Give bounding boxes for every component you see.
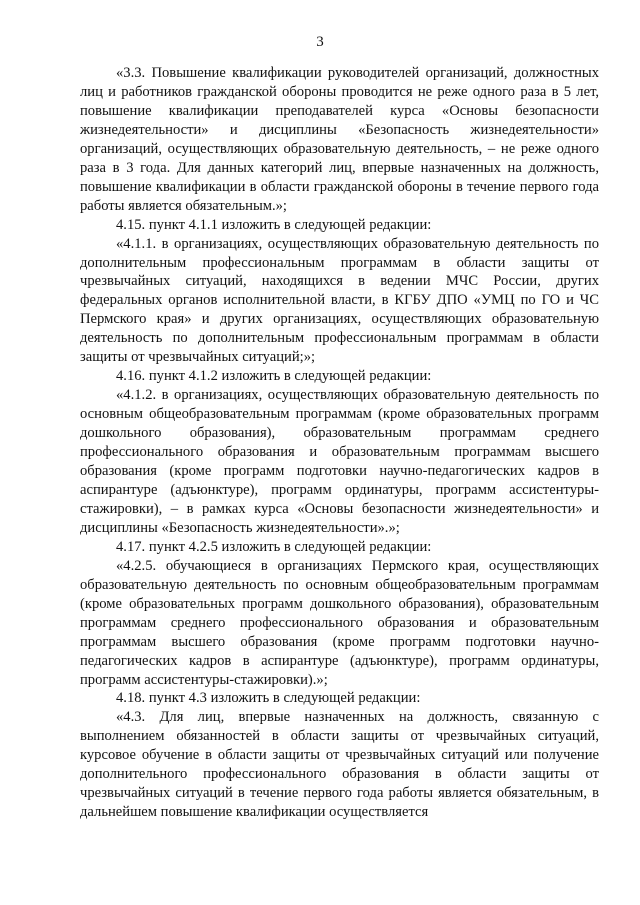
paragraph-4-18: 4.18. пункт 4.3 изложить в следующей редакции: — [116, 690, 421, 707]
document-body — [80, 64, 599, 822]
page-number: 3 — [316, 34, 324, 50]
paragraph-4-15: 4.15. пункт 4.1.1 изложить в следующей редакции: — [116, 216, 432, 233]
paragraph-4-1-1: «4.1.1. в организациях, осуществляющих образовательную деятельность по дополнительным профессиональным программам в области защиты от чрезвычайных ситуаций, находящихся в ведении МЧС России, других федеральных органов исполнительной власти, в КГБУ ДПО «УМЦ по ГО и ЧС Пермского края» и других организациях, осуществляющих образовательную деятельность по дополнительным профессиональным программам в области защиты от чрезвычайных ситуаций;»; — [80, 235, 599, 366]
paragraph-4-1-2: «4.1.2. в организациях, осуществляющих образовательную деятельность по основным общеобразовательным программам (кроме образовательных программ дошкольного образования), образовательным программам среднего профессионального образования и образовательным программам высшего образования (кроме программ подготовки научно-педагогических кадров в аспирантуре (адъюнктуре), программ ординатуры, программ ассистентуры-стажировки), – в рамках курса «Основы безопасности жизнедеятельности» и дисциплины «Безопасность жизнедеятельности».»; — [80, 387, 599, 536]
paragraph-4-16: 4.16. пункт 4.1.2 изложить в следующей редакции: — [116, 368, 432, 385]
paragraph-3-3: «3.3. Повышение квалификации руководителей организаций, должностных лиц и работников гражданской обороны проводится не реже одного раза в 5 лет, повышение квалификации преподавателей курса «Основы безопасности жизнедеятельности» и дисциплины «Безопасность жизнедеятельности» организаций, осуществляющих образовательную деятельность, – не реже одного раза в 3 года. Для данных категорий лиц, впервые назначенных на должность, повышение квалификации в области гражданской обороны в течение первого года работы является обязательным.»; — [80, 65, 599, 214]
paragraph-4-2-5: «4.2.5. обучающиеся в организациях Пермского края, осуществляющих образовательную деятельность по основным общеобразовательным программам (кроме образовательных программ дошкольного образования), образовательным программам среднего профессионального образования и образовательным программам высшего образования (кроме программ подготовки научно-педагогических кадров в аспирантуре (адъюнктуре), программ ординатуры, программ ассистентуры-стажировки).»; — [80, 557, 599, 688]
paragraph-4-3: «4.3. Для лиц, впервые назначенных на должность, связанную с выполнением обязанностей в области защиты от чрезвычайных ситуаций, курсовое обучение в области защиты от чрезвычайных ситуаций или получение дополнительного профессионального образования в области защиты от чрезвычайных ситуаций в течение первого года работы является обязательным, в дальнейшем повышение квалификации осуществляется — [80, 709, 599, 821]
paragraph-4-17: 4.17. пункт 4.2.5 изложить в следующей редакции: — [116, 538, 432, 555]
